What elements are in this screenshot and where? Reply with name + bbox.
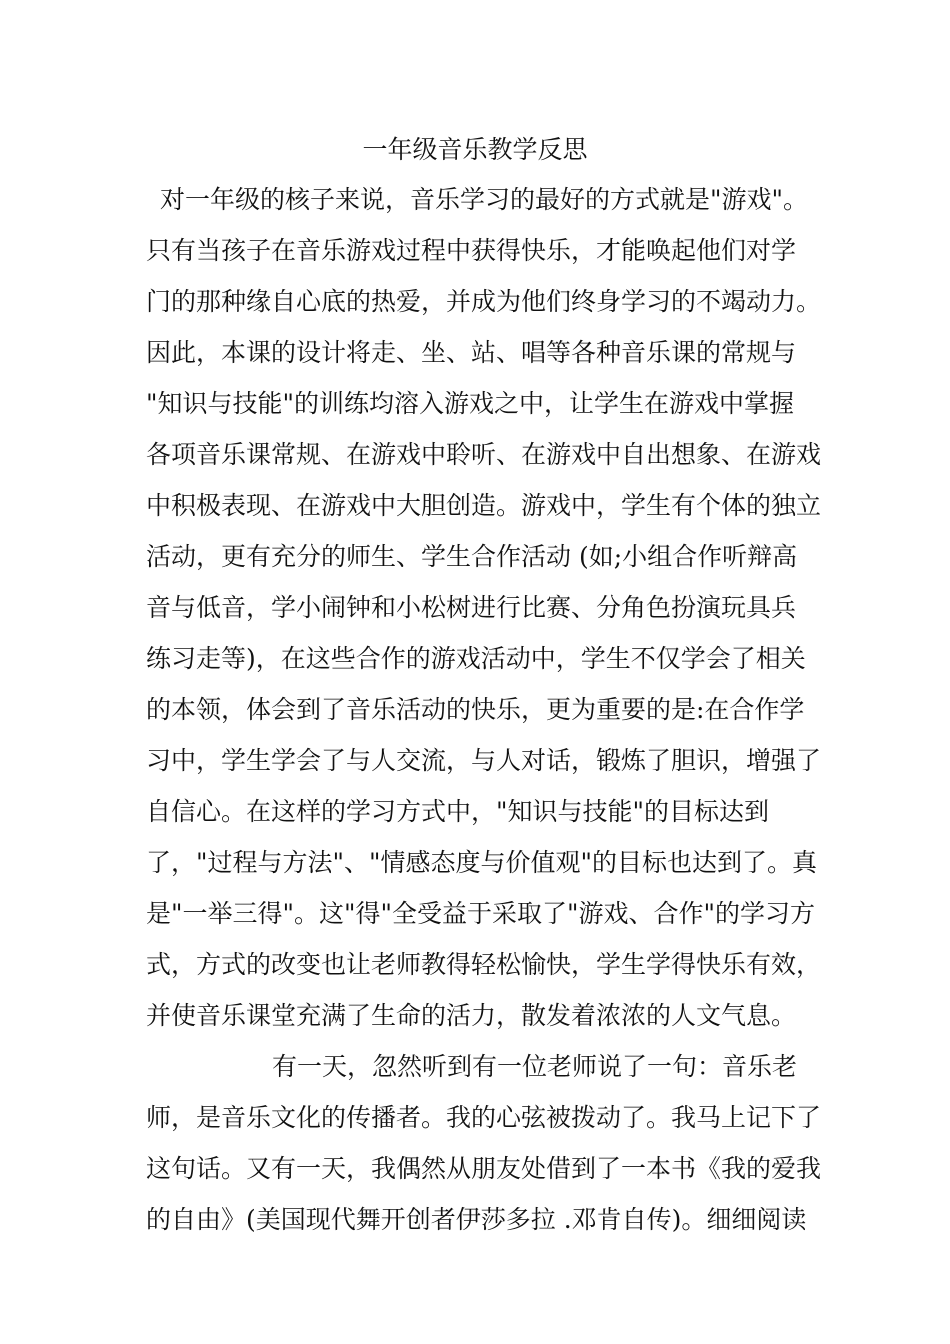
paragraph-line: 自信心。在这样的学习方式中，"知识与技能"的目标达到 [146,797,770,826]
paragraph-line: 习中，学生学会了与人交流，与人对话，锻炼了胆识，增强了 [146,746,822,775]
paragraph-line: 并使音乐课堂充满了生命的活力，散发着浓浓的人文气息。 [146,1001,797,1030]
paragraph-line: 是"一举三得"。这"得"全受益于采取了"游戏、合作"的学习方 [146,899,815,928]
document-title: 一年级音乐教学反思 [362,135,588,164]
paragraph-line: 师，是音乐文化的传播者。我的心弦被拨动了。我马上记下了 [146,1103,822,1132]
paragraph-line: 活动，更有充分的师生、学生合作活动 (如;小组合作听辩高 [146,542,798,571]
paragraph-line: 了，"过程与方法"、"情感态度与价值观"的目标也达到了。真 [146,848,817,877]
paragraph-line: 这句话。又有一天，我偶然从朋友处借到了一本书《我的爱我 [146,1154,822,1183]
paragraph-line: 式，方式的改变也让老师教得轻松愉快，学生学得快乐有效， [146,950,822,979]
paragraph-line: 因此，本课的设计将走、坐、站、唱等各种音乐课的常规与 [146,338,797,367]
paragraph-line: 练习走等)，在这些合作的游戏活动中，学生不仅学会了相关 [146,644,806,673]
paragraph-line: 的自由》(美国现代舞开创者伊莎多拉 .邓肯自传)。细细阅读 [146,1205,807,1234]
paragraph-line: 对一年级的核子来说，音乐学习的最好的方式就是"游戏"。 [160,185,809,214]
paragraph-line: 有一天，忽然听到有一位老师说了一句：音乐老 [272,1052,798,1081]
paragraph-line: 中积极表现、在游戏中大胆创造。游戏中，学生有个体的独立 [146,491,822,520]
paragraph-line: 只有当孩子在音乐游戏过程中获得快乐，才能唤起他们对学 [146,236,797,265]
paragraph-line: 门的那种缘自心底的热爱，并成为他们终身学习的不竭动力。 [146,287,822,316]
paragraph-line: 各项音乐课常规、在游戏中聆听、在游戏中自出想象、在游戏 [146,440,822,469]
paragraph-line: "知识与技能"的训练均溶入游戏之中，让学生在游戏中掌握 [146,389,795,418]
paragraph-line: 音与低音，学小闹钟和小松树进行比赛、分角色扮演玩具兵 [146,593,797,622]
paragraph-line: 的本领，体会到了音乐活动的快乐，更为重要的是:在合作学 [146,695,805,724]
